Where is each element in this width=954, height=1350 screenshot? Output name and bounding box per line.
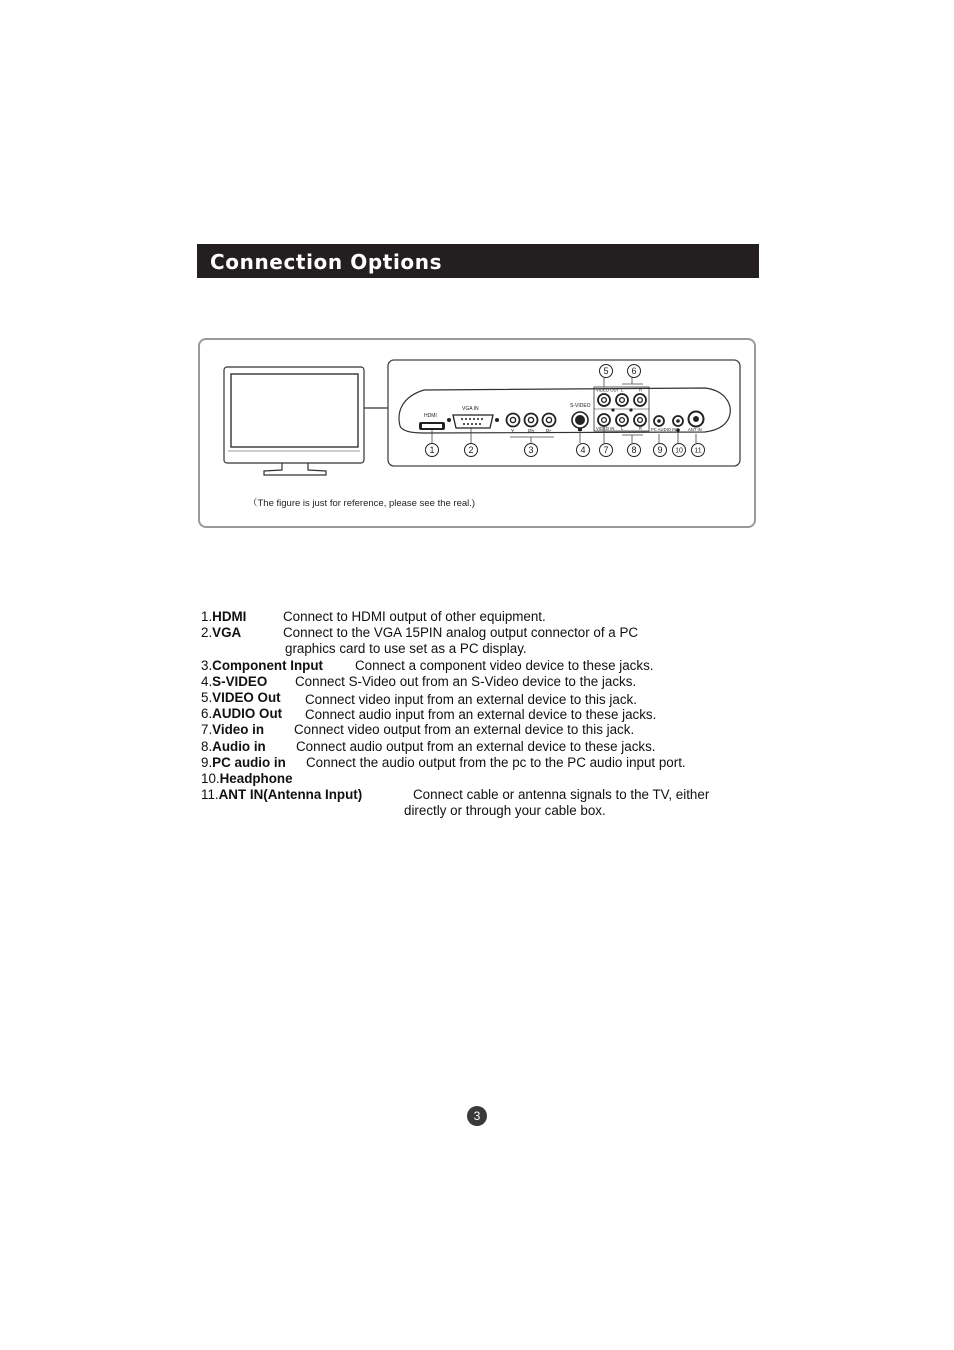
item-description: Connect cable or antenna signals to the TV, either xyxy=(413,787,710,803)
label-r-bot: R xyxy=(639,426,643,431)
item-number: 1. xyxy=(201,609,213,624)
item-number: 7. xyxy=(201,722,213,738)
label-l-bot: L xyxy=(621,426,624,431)
vga-port xyxy=(447,406,499,428)
item-description: Connect the audio output from the pc to the PC audio input port. xyxy=(306,754,686,770)
list-item xyxy=(201,690,781,706)
pc-audio-port xyxy=(651,416,676,432)
list-item xyxy=(201,722,781,738)
item-description-continued: graphics card to use set as a PC display. xyxy=(285,641,527,657)
item-name: S-VIDEO xyxy=(212,673,268,689)
callout-num-7: 7 xyxy=(603,445,609,456)
label-ant: ANT IN xyxy=(688,427,702,432)
item-name: Audio in xyxy=(212,738,266,754)
item-description: Connect to HDMI output of other equipment. xyxy=(283,609,546,624)
item-number: 11. xyxy=(201,787,219,803)
callout-num-6: 6 xyxy=(631,366,637,377)
item-description: Connect audio input from an external device to these jacks. xyxy=(305,707,657,723)
list-item xyxy=(201,755,781,771)
item-name: PC audio in xyxy=(212,754,286,770)
component-ports xyxy=(507,414,556,427)
label-r-top: R xyxy=(639,387,643,393)
callout-num-1: 1 xyxy=(429,445,435,456)
list-item xyxy=(201,706,781,722)
label-y: Y xyxy=(511,429,515,435)
item-number: 2. xyxy=(201,625,213,641)
label-pb: Pb xyxy=(528,429,535,435)
item-name: AUDIO Out xyxy=(212,706,283,722)
callout-num-11: 11 xyxy=(694,447,702,455)
connection-list xyxy=(201,609,781,819)
item-description: Connect audio output from an external device to these jacks. xyxy=(296,738,656,754)
item-description: Connect video input from an external device to this jack. xyxy=(305,691,637,707)
list-item xyxy=(201,658,781,674)
item-description-continued: directly or through your cable box. xyxy=(404,803,606,819)
item-name: Video in xyxy=(212,722,265,738)
hdmi-port xyxy=(419,413,445,430)
section-title-bar xyxy=(197,244,759,278)
list-item xyxy=(201,771,781,787)
item-name: VIDEO Out xyxy=(212,689,281,705)
label-l-top: L xyxy=(621,387,624,393)
tv-illustration xyxy=(224,367,388,475)
item-number: 5. xyxy=(201,689,213,705)
list-item xyxy=(201,609,781,625)
list-item xyxy=(201,674,781,690)
item-description: Connect to the VGA 15PIN analog output connector of a PC xyxy=(283,625,639,641)
label-video-out: VIDEO OUT xyxy=(596,387,620,393)
rear-panel-frame xyxy=(388,360,740,466)
list-item xyxy=(201,787,781,819)
callout-num-2: 2 xyxy=(468,445,474,456)
antenna-port xyxy=(688,412,704,433)
label-pc-audio: PC AUDIO IN xyxy=(651,427,677,432)
label-vga: VGA IN xyxy=(462,406,479,412)
item-number: 8. xyxy=(201,738,213,754)
av-port-block xyxy=(594,384,649,435)
item-name: Component Input xyxy=(212,657,323,673)
item-description: Connect a component video device to these jacks. xyxy=(355,657,654,673)
figure-caption: （The figure is just for reference, please see the real.) xyxy=(248,498,476,509)
item-number: 9. xyxy=(201,754,213,770)
item-name: VGA xyxy=(212,625,242,641)
callout-num-9: 9 xyxy=(657,445,663,456)
callout-num-5: 5 xyxy=(603,366,609,377)
item-number: 4. xyxy=(201,673,213,689)
callout-num-3: 3 xyxy=(528,445,534,456)
label-pr: Pr xyxy=(546,429,551,435)
label-hdmi: HDMI xyxy=(424,413,437,419)
item-description: Connect video output from an external device to this jack. xyxy=(294,722,635,738)
callout-num-8: 8 xyxy=(631,445,637,456)
item-number: 6. xyxy=(201,706,213,722)
label-video-in: VIDEO IN xyxy=(596,426,615,431)
callout-num-4: 4 xyxy=(580,445,586,456)
label-svideo: S-VIDEO xyxy=(570,403,591,409)
item-description: Connect S-Video out from an S-Video device to the jacks. xyxy=(295,673,637,689)
item-number: 10. xyxy=(201,770,220,786)
item-name: ANT IN(Antenna Input) xyxy=(218,787,363,803)
item-number: 3. xyxy=(201,657,213,673)
connection-figure xyxy=(198,338,756,528)
callout-num-10: 10 xyxy=(675,447,683,455)
page-number-badge: 3 xyxy=(467,1106,487,1126)
page-title: Connection Options xyxy=(210,250,443,274)
list-item xyxy=(201,739,781,755)
item-name: Headphone xyxy=(219,770,293,786)
list-item xyxy=(201,625,781,657)
item-name: HDMI xyxy=(212,609,247,624)
svideo-port xyxy=(570,403,591,431)
